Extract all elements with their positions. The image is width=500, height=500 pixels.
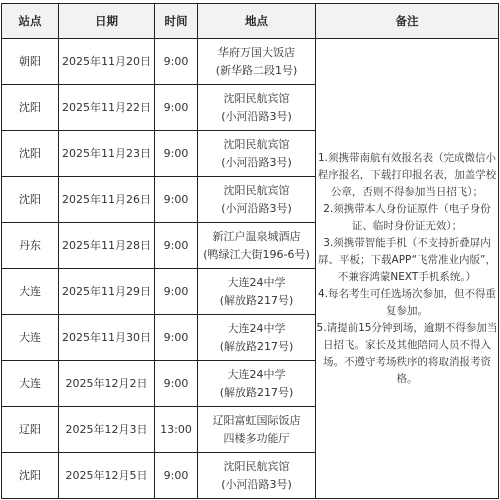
date-cell: 2025年11月20日 — [59, 39, 155, 85]
time-cell: 9:00 — [155, 223, 198, 269]
venue-name: 沈阳民航宾馆 — [223, 137, 290, 151]
date-cell: 2025年11月26日 — [59, 177, 155, 223]
station-cell: 沈阳 — [2, 453, 59, 499]
venue-cell — [198, 85, 316, 131]
date-cell: 2025年12月5日 — [59, 453, 155, 499]
date-cell: 2025年12月3日 — [59, 407, 155, 453]
venue-cell — [198, 39, 316, 85]
station-cell: 丹东 — [2, 223, 59, 269]
time-cell: 9:00 — [155, 131, 198, 177]
venue-name: 大连24中学 — [227, 275, 286, 289]
time-cell: 9:00 — [155, 453, 198, 499]
header-time: 时间 — [155, 4, 198, 39]
venue-name: 沈阳民航宾馆 — [223, 183, 290, 197]
date-cell: 2025年12月2日 — [59, 361, 155, 407]
venue-cell — [198, 315, 316, 361]
header-date: 日期 — [59, 4, 155, 39]
venue-address: (解放路217号) — [219, 339, 294, 353]
date-cell: 2025年11月30日 — [59, 315, 155, 361]
station-cell: 大连 — [2, 315, 59, 361]
time-cell: 9:00 — [155, 361, 198, 407]
header-station: 站点 — [2, 4, 59, 39]
schedule-table — [1, 3, 499, 499]
note-item: 3.须携带智能手机（不支持折叠屏内屏、平板；下载APP“飞常准业内版”，不兼容鸿蒙NEXT手机系统。） — [318, 236, 496, 283]
station-cell: 辽阳 — [2, 407, 59, 453]
time-cell: 9:00 — [155, 39, 198, 85]
venue-cell — [198, 361, 316, 407]
date-cell: 2025年11月23日 — [59, 131, 155, 177]
header-row — [2, 4, 499, 39]
station-cell: 沈阳 — [2, 85, 59, 131]
venue-name: 大连24中学 — [227, 367, 286, 381]
date-cell: 2025年11月29日 — [59, 269, 155, 315]
note-item: 4.每名考生可任选场次参加，但不得重复参加。 — [317, 287, 497, 317]
venue-name: 沈阳民航宾馆 — [223, 459, 290, 473]
venue-cell — [198, 269, 316, 315]
venue-address: (小河沿路3号) — [221, 155, 292, 169]
venue-name: 大连24中学 — [227, 321, 286, 335]
venue-name: 辽阳富虹国际饭店 — [212, 413, 301, 427]
venue-address: 四楼多功能厅 — [223, 431, 290, 445]
time-cell: 9:00 — [155, 269, 198, 315]
venue-name: 新江户温泉城酒店 — [212, 229, 301, 243]
venue-address: (小河沿路3号) — [221, 477, 292, 491]
time-cell: 9:00 — [155, 315, 198, 361]
note-item: 5.请提前15分钟到场，逾期不得参加当日招飞。家长及其他陪同人员不得入场。不遵守考场秩序的将取消报考资格。 — [316, 321, 498, 385]
time-cell: 13:00 — [155, 407, 198, 453]
venue-cell — [198, 407, 316, 453]
date-cell: 2025年11月22日 — [59, 85, 155, 131]
venue-address: (新华路二段1号) — [215, 63, 298, 77]
venue-cell — [198, 453, 316, 499]
station-cell: 大连 — [2, 269, 59, 315]
header-venue: 地点 — [198, 4, 316, 39]
header-notes: 备注 — [316, 4, 499, 39]
station-cell: 沈阳 — [2, 177, 59, 223]
venue-cell — [198, 131, 316, 177]
time-cell: 9:00 — [155, 177, 198, 223]
venue-address: (鸭绿江大街196-6号) — [203, 247, 310, 261]
venue-cell — [198, 223, 316, 269]
note-item: 2.须携带本人身份证原件（电子身份证、临时身份证无效）； — [323, 202, 491, 232]
venue-cell — [198, 177, 316, 223]
notes-cell — [316, 39, 499, 499]
venue-address: (小河沿路3号) — [221, 109, 292, 123]
table-row — [2, 39, 499, 85]
venue-address: (解放路217号) — [219, 385, 294, 399]
venue-name: 沈阳民航宾馆 — [223, 91, 290, 105]
station-cell: 朝阳 — [2, 39, 59, 85]
station-cell: 大连 — [2, 361, 59, 407]
note-item: 1.须携带南航有效报名表（完成微信小程序报名，下载打印报名表，加盖学校公章，否则不得参加当日招飞）； — [317, 151, 497, 198]
station-cell: 沈阳 — [2, 131, 59, 177]
venue-address: (小河沿路3号) — [221, 201, 292, 215]
time-cell: 9:00 — [155, 85, 198, 131]
venue-address: (解放路217号) — [219, 293, 294, 307]
venue-name: 华府万国大饭店 — [218, 45, 295, 59]
date-cell: 2025年11月28日 — [59, 223, 155, 269]
